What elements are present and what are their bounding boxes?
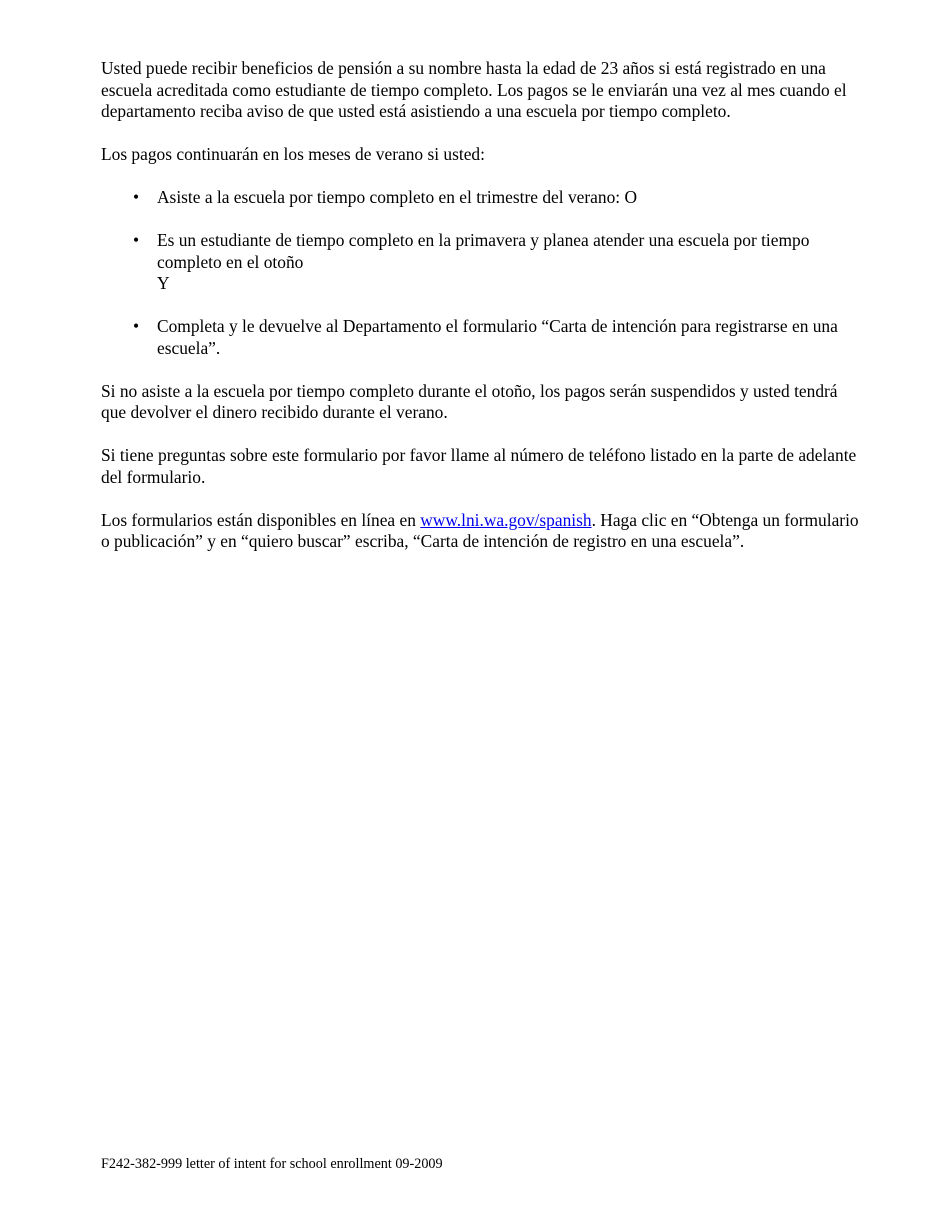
fall-warning-paragraph: Si no asiste a la escuela por tiempo completo durante el otoño, los pagos serán suspendidos y usted tendrá que devolver el dinero recibido durante el verano. — [101, 380, 838, 422]
summer-lead-paragraph: Los pagos continuarán en los meses de verano si usted: — [101, 144, 485, 164]
list-item-connector: Y — [157, 273, 170, 293]
bullet-icon: • — [132, 230, 140, 250]
forms-online-text-after: . Haga clic en “Obtenga un formulario o publicación” y en “quiero buscar” escriba, “Carta de intención de registro en una escuela”. — [101, 509, 859, 551]
list-item-text: Completa y le devuelve al Departamento el formulario “Carta de intención para registrarse en una escuela”. — [157, 316, 838, 358]
list-item — [101, 230, 861, 295]
intro-paragraph: Usted puede recibir beneficios de pensión a su nombre hasta la edad de 23 años si está registrado en una escuela acreditada como estudiante de tiempo completo. Los pagos se le enviarán una vez al mes cuando el departamento reciba aviso de que usted está asistiendo a una escuela por tiempo completo. — [101, 58, 847, 121]
questions-paragraph: Si tiene preguntas sobre este formulario por favor llame al número de teléfono listado en la parte de adelante del formulario. — [101, 445, 857, 487]
list-item-text: Es un estudiante de tiempo completo en la primavera y planea atender una escuela por tiempo completo en el otoño — [157, 230, 810, 272]
conditions-list — [101, 187, 861, 359]
bullet-icon: • — [132, 316, 140, 336]
list-item — [101, 187, 861, 209]
lni-spanish-link[interactable]: www.lni.wa.gov/spanish — [420, 509, 592, 530]
forms-online-text-before: Los formularios están disponibles en línea en — [101, 509, 421, 530]
bullet-icon: • — [132, 187, 140, 207]
form-footer: F242-382-999 letter of intent for school enrollment 09-2009 — [101, 1156, 443, 1172]
forms-online-paragraph — [101, 510, 861, 553]
list-item-text: Asiste a la escuela por tiempo completo en el trimestre del verano: O — [157, 187, 638, 207]
document-body — [101, 58, 861, 574]
list-item — [101, 316, 861, 359]
